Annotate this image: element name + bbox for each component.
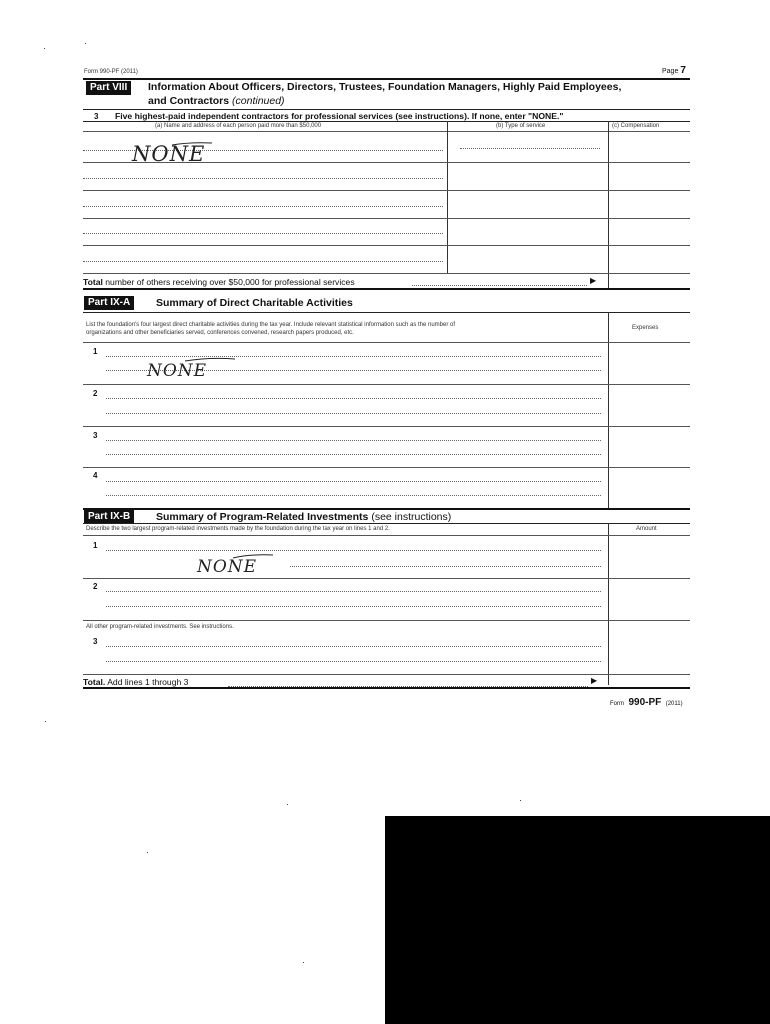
part9a-title: Summary of Direct Charitable Activities (156, 297, 353, 309)
part8-bottom-rule (83, 288, 690, 290)
redaction-block (385, 816, 770, 1024)
part9a-desc-line2: organizations and other beneficiaries served, conferences convened, research papers produced, etc. (86, 330, 354, 336)
part8-total-label: Total (83, 277, 103, 287)
part9a-line4-dots-a (106, 481, 601, 482)
part8-line3-text: Five highest-paid independent contractors for professional services (see instructions). If none, enter "NONE." (115, 111, 564, 121)
part9b-badge: Part IX-B (84, 510, 134, 524)
part8-row4-line (83, 245, 690, 246)
part8-line3-number: 3 (94, 112, 99, 121)
part9a-handwritten-none (145, 356, 240, 384)
part9b-top-rule (83, 523, 690, 524)
part9b-total-arrow-icon: ▶ (591, 676, 598, 685)
svg-text:NONE: NONE (197, 557, 258, 577)
part9b-handwritten-none (195, 552, 280, 580)
part8-row2-dots (83, 178, 443, 179)
page-label: Page (662, 68, 679, 75)
part9a-line4-number: 4 (93, 471, 98, 480)
part9a-line1-number: 1 (93, 347, 98, 356)
part8-title-line1: Information About Officers, Directors, Trustees, Foundation Managers, Highly Paid Employees, (148, 81, 622, 93)
part9b-title-row (156, 511, 451, 523)
part9b-amount-divider (608, 523, 609, 685)
part8-row1-b-dots (460, 148, 600, 149)
part9b-line3-rule (83, 674, 690, 675)
part9a-desc-bottom (83, 342, 690, 343)
part8-row4-dots (83, 233, 443, 234)
part9b-desc: Describe the two largest program-related investments made by the foundation during the tax year on lines 1 and 2. (86, 526, 390, 532)
footer-form-number: 990-PF (628, 697, 662, 708)
page-number: 7 (680, 65, 686, 76)
scan-speck (303, 962, 304, 963)
footer-form-year: (2011) (665, 701, 683, 707)
part9b-line3-number: 3 (93, 637, 98, 646)
part9b-desc-bottom (83, 535, 690, 536)
part8-colheader-top (83, 121, 690, 122)
part9b-total-text: Add lines 1 through 3 (107, 677, 189, 687)
svg-text:NONE: NONE (147, 361, 208, 381)
part9a-expenses-label: Expenses (632, 325, 659, 331)
part9a-bottom-rule (83, 508, 690, 510)
part9b-line3-dots-a (106, 646, 601, 647)
scan-speck (287, 804, 288, 805)
form-footer (610, 692, 683, 710)
part8-total-text: number of others receiving over $50,000 for professional services (105, 277, 355, 287)
part8-row2-line (83, 190, 690, 191)
part9b-line2-number: 2 (93, 582, 98, 591)
part9b-title: Summary of Program-Related Investments (156, 511, 369, 523)
page-indicator (662, 65, 686, 76)
scan-speck (44, 48, 45, 49)
form-id-header: Form 990-PF (2011) (84, 69, 138, 75)
scan-speck (85, 43, 86, 44)
part8-handwritten-none (130, 139, 225, 169)
part9b-line1-dots-b (290, 566, 601, 567)
part9a-line3-rule (83, 467, 690, 468)
part8-row3-dots (83, 206, 443, 207)
part8-col-c-header: (c) Compensation (612, 123, 660, 129)
part8-title-continued: (continued) (232, 95, 285, 107)
part8-row5-dots (83, 261, 443, 262)
part9a-badge: Part IX-A (84, 296, 134, 310)
part9a-line1-rule (83, 384, 690, 385)
part9b-amount-label: Amount (636, 526, 657, 532)
header-rule (83, 78, 690, 80)
part8-divider-ab (447, 121, 448, 274)
part9b-line3-dots-b (106, 661, 601, 662)
part8-row5-line (83, 273, 690, 274)
part8-total-row (83, 277, 355, 287)
part9b-line1-rule (83, 578, 690, 579)
part8-rule (83, 109, 690, 110)
scan-speck (147, 852, 148, 853)
footer-form-prefix: Form (610, 701, 624, 707)
part9b-total-label: Total. (83, 677, 106, 687)
part9b-total-row (83, 677, 188, 687)
part9a-line2-rule (83, 426, 690, 427)
svg-text:NONE: NONE (132, 142, 206, 166)
part9a-line3-number: 3 (93, 431, 98, 440)
part8-col-a-header: (a) Name and address of each person paid more than $50,000 (155, 123, 322, 129)
part9a-line2-number: 2 (93, 389, 98, 398)
part9a-top-rule (83, 312, 690, 313)
part8-badge: Part VIII (86, 81, 131, 95)
part9b-title-suffix: (see instructions) (371, 511, 452, 523)
part8-total-leader (412, 285, 587, 286)
part9a-line3-dots-b (106, 454, 601, 455)
part9b-line2-dots-a (106, 591, 601, 592)
part9b-line2-dots-b (106, 606, 601, 607)
part9b-bottom-rule (83, 687, 690, 689)
part9b-line2-rule (83, 620, 690, 621)
part9a-desc-line1: List the foundation's four largest direct charitable activities during the tax year. Include relevant statistical information such as the number of (86, 322, 456, 328)
scan-speck (520, 800, 521, 801)
part8-title-main: and Contractors (148, 95, 230, 107)
part8-colheader-bottom (83, 131, 690, 132)
part8-divider-bc (608, 121, 609, 288)
part8-total-arrow-icon: ▶ (590, 276, 597, 285)
part9b-line1-dots-a (106, 550, 601, 551)
part9b-line1-number: 1 (93, 541, 98, 550)
part8-row3-line (83, 218, 690, 219)
part9a-line4-dots-b (106, 495, 601, 496)
part9b-other-label: All other program-related investments. See instructions. (86, 624, 234, 630)
part9a-line2-dots-a (106, 398, 601, 399)
part9a-line2-dots-b (106, 413, 601, 414)
part8-col-b-header: (b) Type of service (496, 123, 546, 129)
part8-title-line2 (148, 95, 285, 107)
part9a-line3-dots-a (106, 440, 601, 441)
scan-speck (45, 721, 46, 722)
